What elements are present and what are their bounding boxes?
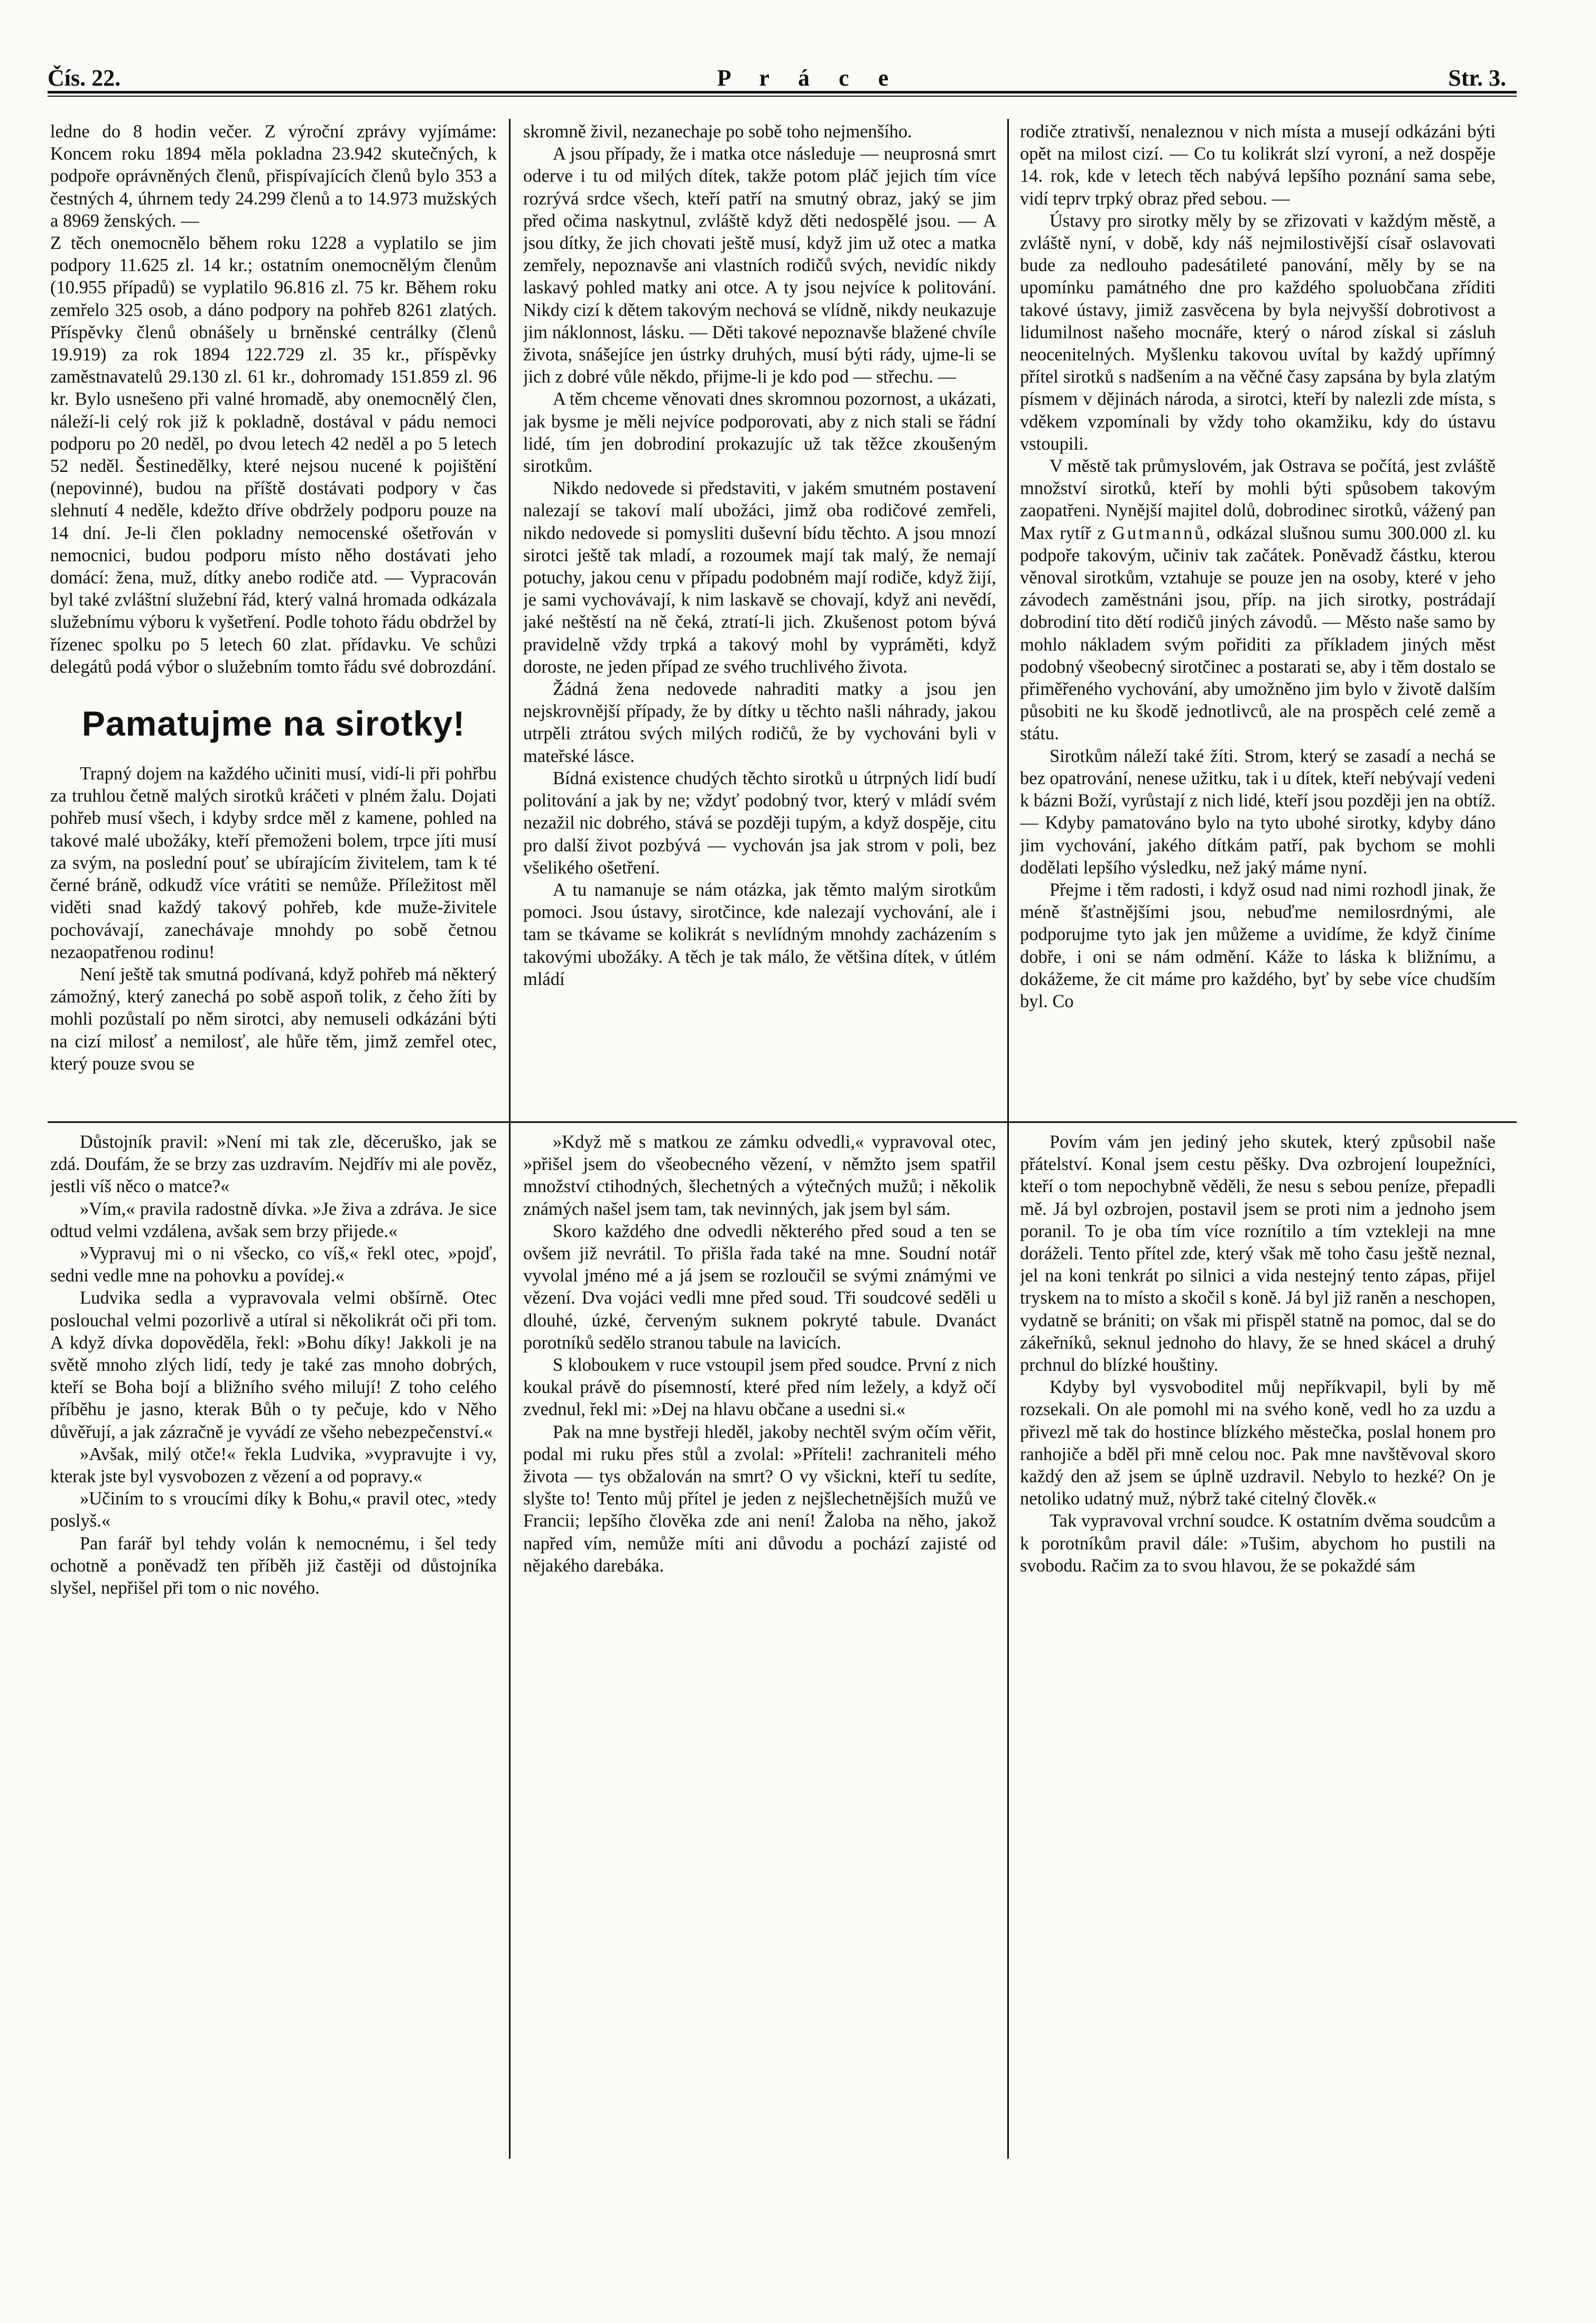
article-column-1: [50, 120, 497, 1117]
header-rule-thin: [48, 96, 1517, 97]
paragraph: Žádná žena nedovede nahraditi matky a jsou jen nejskrovnější případy, že by dítky u těchto našli náhrady, jakou utrpěli ztrátou svých milých rodičů, že by vychováni byli v mateřské lásce.: [523, 679, 996, 766]
paragraph: rodiče ztrativší, nenaleznou v nich místa a musejí odkázáni býti opět na milost cizí. — Co tu kolikrát slzí vyroní, a než dospěje 14. rok, kde v letech těch nabývá lepšího poznání sama sebe, vidí teprv trpký obraz před sebou. —: [1020, 122, 1496, 209]
paragraph: »Vypravuj mi o ni všecko, co víš,« řekl otec, »pojď, sedni vedle mne na pohovku a povídej.«: [50, 1243, 497, 1286]
paragraph: Není ještě tak smutná podívaná, když pohřeb má některý zámožný, který zanechá po sobě aspoň tolik, z čeho žíti by mohli pozůstalí po něm sirotci, aby nemuseli odkázáni býti na cizí milosť a nemilosť, ale hůře těm, jimž zemřel otec, který pouze svou se: [50, 964, 497, 1074]
paragraph: »Učiním to s vroucími díky k Bohu,« pravil otec, »tedy poslyš.«: [50, 1489, 497, 1531]
story-column-1: [50, 1131, 497, 2161]
section-separator: [48, 1121, 1517, 1123]
paragraph: A tu namanuje se nám otázka, jak těmto malým sirotkům pomoci. Jsou ústavy, sirotčince, kde nalezají vychování, ale i tam se tkávame se kolikrát s nevlídným mnohdy zacházením s takovými ubožáky. A těch je tak málo, že většina dítek, v útlém mládí: [523, 879, 996, 989]
paragraph: Kdyby byl vysvoboditel můj nepříkvapil, byli by mě rozsekali. On ale pomohl mi na svého koně, vedl ho za uzdu a přivezl mě tak do hostince blízkého městečka, poslal honem pro ranhojiče a bděl při mně celou noc. Pak mne navštěvoval skoro každý den až jsem se úplně uzdravil. Nebylo to hezké? On je netoliko udatný muž, nýbrž také citelný člověk.«: [1020, 1377, 1496, 1509]
paragraph: »Když mě s matkou ze zámku odvedli,« vypravoval otec, »přišel jsem do všeobecného vězení, v němžto jsem spatřil množství ctihodných, šlechetných a výtečných mužů; i několik známých našel jsem tam, tak nevinných, jak jsem byl sám.: [523, 1132, 996, 1219]
article-column-3: [1020, 120, 1496, 1117]
paragraph: Skoro každého dne odvedli některého před soud a ten se ovšem již nevrátil. To přišla řada také na mne. Soudní notář vyvolal jméno mé a já jsem se rozloučil se svými známými ve vězení. Dva vojáci vedli mne před soud. Tři soudcové seděli u dlouhé, úzké, červeným suknem pokryté tabule. Dvanáct porotníků sedělo stranou tabule na lavicích.: [523, 1221, 996, 1353]
paragraph: Ústavy pro sirotky měly by se zřizovati v každým městě, a zvláště nyní, v době, kdy náš nejmilostivější císař oslavovati bude za nedlouho padesátileté panování, měly by se na upomínku památného dne pro každého spoluobčana zříditi takové ústavy, jimiž zasvěcena by byla nejvyšší dobrotivost a lidumilnost našeho mocnáře, který o národ získal si zásluh neocenitelných. Myšlenku takovou uvítal by každý upřímný přítel sirotků s nadšením a na věčné časy zapsána by byla zlatým písmem v dějinách národa, a sirotci, kteří by nalezli zde místa, s vděkem vzpomínali by vždy toho okamžiku, kdy do ústavu vstoupili.: [1020, 210, 1496, 454]
text-run: , odkázal slušnou sumu 300.000 zl. ku podpoře takovým, učiniv tak začátek. Poněvadž částku, kterou věnoval sirotkům, vztahuje se pouze jen na osoby, které v jeho závodech zaměstnáni jsou, příp. na jich sirotky, postrádají dobrodiní tito dětí rodičů jiných závodů. — Město naše samo by mohlo nákladem svým pořiditi za příkladem jiných měst podobný všeobecný sirotčinec a postarati se, aby i těm dostalo se přiměřeného vychování, aby umožněno jim bylo v životě dalším působiti ne ku škodě jednotlivců, ale na prospěch celé země a státu.: [1020, 523, 1496, 744]
article-column-2: [523, 120, 996, 1117]
paragraph: »Avšak, milý otče!« řekla Ludvika, »vypravujte i vy, kterak jste byl vysvobozen z vězení a od popravy.«: [50, 1444, 497, 1487]
paragraph: Trapný dojem na každého učiniti musí, vidí-li při pohřbu za truhlou četně malých sirotků kráčeti v plném žalu. Dojati pohřeb musí všech, i kdyby srdce měl z kamene, pohled na takové malé ubožáky, kteří přemoženi bolem, trpce jíti musí za svým, na poslední pouť se ubírajícím živitelem, tam k té černé bráně, odkudž více vrátiti se nemůže. Příležitost měl viděti snad každý takový pohřeb, kde muže-živitele pochovávají, zanechávaje mnohdy po sobě četnou nezaopatřenou rodinu!: [50, 764, 497, 962]
spaced-name: Gutmannů: [1112, 523, 1206, 543]
newspaper-title: P r á c e: [717, 65, 901, 91]
column-divider-2: [1007, 119, 1009, 2159]
article-headline: Pamatujme na sirotky!: [81, 704, 466, 744]
paragraph: Tak vypravoval vrchní soudce. K ostatním dvěma soudcům a k porotníkům pravil dále: »Tušim, abychom ho pustili na svobodu. Račim za to svou hlavou, že se pokaždé sám: [1020, 1511, 1496, 1576]
paragraph: Pan farář byl tehdy volán k nemocnému, i šel tedy ochotně a poněvadž ten příběh již častěji od důstojníka slyšel, nepřišel při tom o nic nového.: [50, 1533, 497, 1599]
paragraph: skromně živil, nezanechaje po sobě toho nejmenšího.: [523, 122, 912, 142]
paragraph: ledne do 8 hodin večer. Z výroční zprávy vyjímáme: Koncem roku 1894 měla pokladna 23.942 skutečných, k podpoře oprávněných členů, přispívajících členů bylo 353 a čestných 4, úhrnem tedy 24.299 členů a to 14.973 mužských a 8969 ženských. —: [50, 122, 497, 231]
story-column-2: [523, 1131, 996, 2161]
header-rule: [48, 91, 1517, 94]
paragraph: [1020, 455, 1496, 745]
paragraph: Pak na mne bystřeji hleděl, jakoby nechtěl svým očím věřit, podal mi ruku přes stůl a zvolal: »Příteli! zachraniteli mého života — tys obžalován na smrt? O vy všickni, kteří tu sedíte, slyšte to! Tento můj přítel je jeden z nejšlechetnějších mužů ve Francii; lepšího člověka zde ani není! Žaloba na něho, jakož napřed vím, nemůže míti ani důvodu a pochází zajisté od nějakého darebáka.: [523, 1421, 996, 1576]
paragraph: Z těch onemocnělo během roku 1228 a vyplatilo se jim podpory 11.625 zl. 14 kr.; ostatním onemocnělým členům (10.955 případů) se vyplatilo 96.816 zl. 75 kr. Během roku zemřelo 325 osob, a dáno podpory na pohřeb 8261 zlatých. Příspěvky členů obnášely u brněnské centrálky (členů 19.919) za rok 1894 122.729 zl. 35 kr., příspěvky zaměstnavatelů 29.130 zl. 61 kr., dohromady 151.859 zl. 96 kr. Bylo usnešeno při valné hromadě, aby onemocnělý člen, náleží-li celý rok již k pokladně, dostával v pádu nemoci podporu po 20 neděl, po dvou letech 42 neděl a po 5 letech 52 neděl. Šestinedělky, které nejsou nucené k pojištění (nepovinné), budou na příště dostávati podpory v čas slehnutí 4 neděle, kdežto dříve obdržely podporu pouze na 14 dní. Je-li člen pokladny nemocenské ošetřován v nemocnici, budou podporu místo něho dostávati jeho domácí: žena, muž, dítky anebo rodiče atd. — Vypracován byl také zvláštní služební řád, který valná hromada odkázala služebnímu výboru k vyšetření. Podle tohoto řádu obdržel by řízenec spolku po 5 letech 60 zlat. přídavku. Ve schůzi delegátů podá výbor o služebním tomto řádu své dobrozdání.: [50, 233, 497, 677]
paragraph: Nikdo nedovede si představiti, v jakém smutném postavení nalezají se takoví malí ubožáci, jimž oba rodičové zemřeli, nikdo nedovede si pomysliti duševní bídu těchto. A jsou mnozí sirotci ještě tak mladí, a rozoumek mají tak malý, že nemají potuchy, jakou cenu v případu podobném mají rodiče, když žijí, je sami vychovávají, k nim laskavě se chovají, když ani nevědí, jaké neštěstí na ně čeká, ztratí-li jich. Zkušenost potom bývá pravidelně vždy trpká a takový mohl by vypráměti, když doroste, ne jeden případ ze svého truchlivého života.: [523, 478, 996, 677]
text-run: V městě tak průmyslovém, jak Ostrava se počítá, jest zvláště množství sirotků, kteří by mohli býti spůsobem takovým zaopatřeni. Nynější majitel dolů, dobrodinec sirotků, vážený pan Max rytíř z: [1020, 456, 1496, 543]
paragraph: Povím vám jen jediný jeho skutek, který způsobil naše přátelství. Konal jsem cestu pěšky. Dva ozbrojení loupežníci, kteří o tom nepochybně věděli, že nesu s sebou peníze, přepadli mě. Já byl ozbrojen, postavil jsem se proti nim a jednoho jsem poranil. To je oba tím více roznítilo a tím vztekleji na mne doráželi. Tento přítel zde, který však mě toho času ještě neznal, jel na koni tenkrát po silnici a vida nestejný tento zápas, přijel tryskem na to místo a skočil s koně. Já byl již raněn a neschopen, vydatně se brániti; on však mi přispěl statně na pomoc, dal se do zákeřníků, seknul jednoho do hlavy, že se hned skácel a druhý prchnul do blízké houštiny.: [1020, 1132, 1496, 1376]
issue-number: Čís. 22.: [48, 65, 121, 91]
paragraph: Přejme i těm radosti, i když osud nad nimi rozhodl jinak, že méně šťastnějšími jsou, nebuďme nemilosrdnými, ale podporujme tyto jak jen můžeme a uvidíme, že když činíme dobře, i oni se nám odmění. Káže to láska k bližnímu, a dokážeme, že cit máme pro každého, byť by sebe více chudším byl. Co: [1020, 879, 1496, 1011]
column-divider-1: [509, 119, 511, 2159]
paragraph: »Vím,« pravila radostně dívka. »Je živa a zdráva. Je sice odtud velmi vzdálena, avšak sem brzy přijede.«: [50, 1198, 497, 1241]
paragraph: A jsou případy, že i matka otce následuje — neuprosná smrt oderve i tu od milých dítek, takže potom pláč jejich tím více rozrývá srdce všech, kteří patří na smutný obraz, jaký se jim před očima naskytnul, zvláště když děti nedospělé jsou. — A jsou dítky, že jich chovati ještě musí, když jim už otec a matka zemřely, nepoznavše ani vlastních rodičů svých, nevidíc nikdy laskavý pohled matky ani otce. A ty jsou nejvíce k politování. Nikdy cizí k dětem takovým nechová se vlídně, nikdy neukazuje jim náklonnost, lásku. — Děti takové nepoznavše blažené chvíle života, snášejíce jen ústrky druhých, musí býti rády, ujme-li se jich z dobré vůle někdo, přijme-li je kdo pod — střechu. —: [523, 144, 996, 387]
paragraph: Bídná existence chudých těchto sirotků u útrpných lidí budí politování a jak by ne; vždyť podobný tvor, který v mládí svém nezažil nic dobrého, stává se později tupým, a když dospěje, citu pro další život pozbývá — vychován jsa jak strom v poli, bez všelikého ošetření.: [523, 768, 996, 878]
paragraph: Sirotkům náleží také žíti. Strom, který se zasadí a nechá se bez opatrování, nenese užitku, tak i u dítek, kteří nebývají vedeni k bázni Boží, vyrůstají z nich lidé, kteří jsou později jen na obtíž. — Kdyby pamatováno bylo na tyto ubohé sirotky, kdyby dáno jim vychování, jakého dítkám patří, pak bychom se mohli dodělati lepšího výsledku, než jaký máme nyní.: [1020, 746, 1496, 878]
story-column-3: [1020, 1131, 1496, 2161]
paragraph: A těm chceme věnovati dnes skromnou pozornost, a ukázati, jak bysme je měli nejvíce podporovati, aby z nich stali se řádní lidé, tím jen dobrodiní prokazujíc už tak těžce zkoušeným sirotkům.: [523, 389, 996, 477]
paragraph: Důstojník pravil: »Není mi tak zle, děceruško, jak se zdá. Doufám, že se brzy zas uzdravím. Nejdřív mi ale pověz, jestli víš něco o matce?«: [50, 1132, 497, 1197]
paragraph: Ludvika sedla a vypravovala velmi obšírně. Otec poslouchal velmi pozorlivě a utíral si několikrát oči při tom. A když dívka dopověděla, řekl: »Bohu díky! Jakkoli je na světě mnoho zlých lidí, tedy je také zas mnoho dobrých, kteří se Boha bojí a bližního svého milují! Z toho celého příběhu je jasno, kterak Bůh o ty pečuje, kdo v Něho důvěřují, a jak zázračně je vyvádí ze všeho nebezpečenství.«: [50, 1288, 497, 1442]
page-number: Str. 3.: [1448, 65, 1506, 91]
paragraph: S kloboukem v ruce vstoupil jsem před soudce. První z nich koukal právě do písemností, které před ním ležely, a když očí zvednul, řekl mi: »Dej na hlavu občane a usedni si.«: [523, 1355, 996, 1420]
